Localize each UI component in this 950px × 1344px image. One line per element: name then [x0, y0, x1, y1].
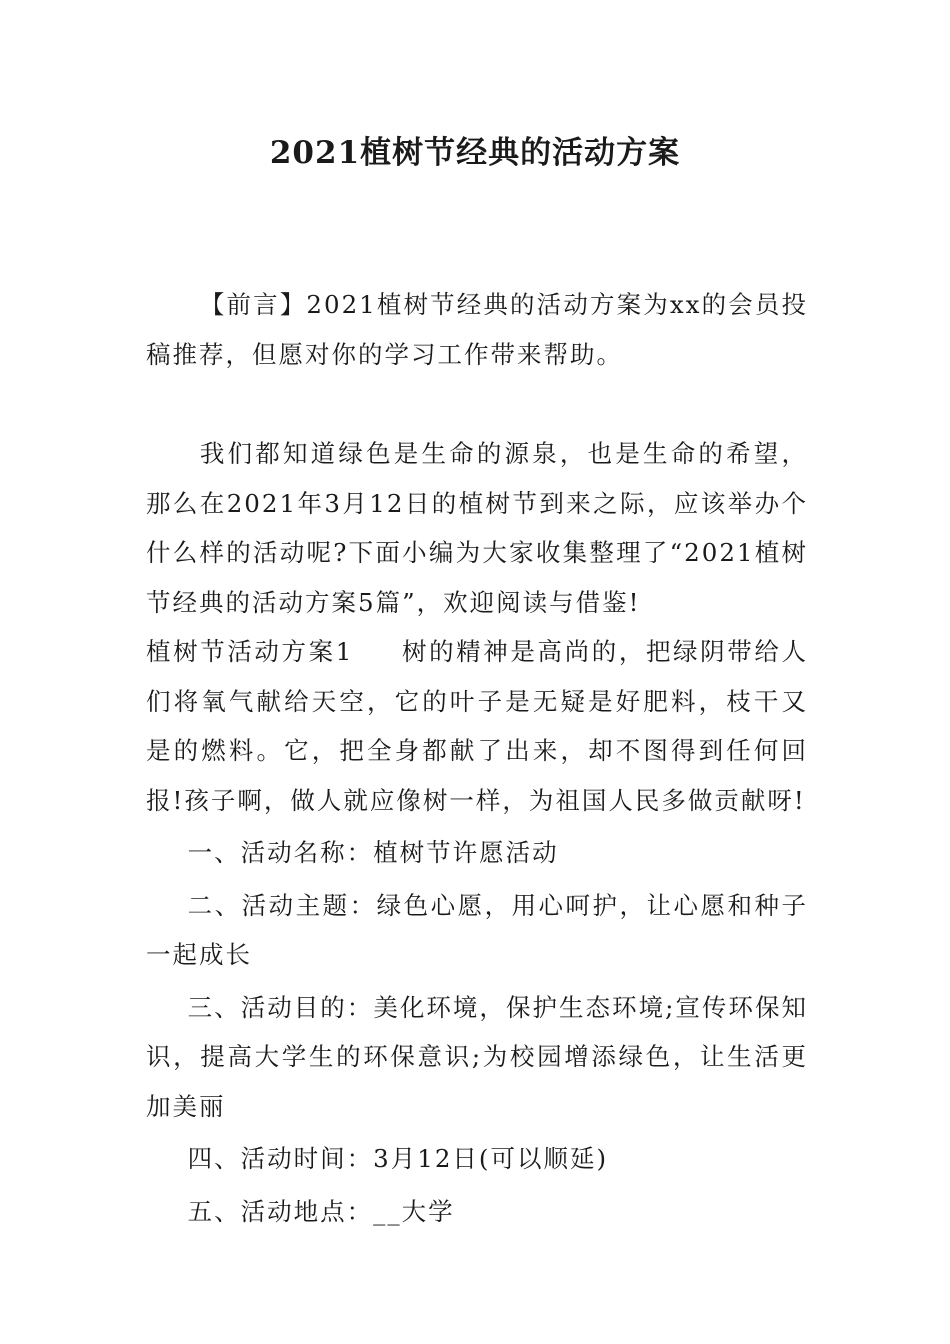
plan-text: 树的精神是高尚的，把绿阴带给人们将氧气献给天空，它的叶子是无疑是好肥料，枝干又是的燃料。它，把全身都献了出来，却不图得到任何回报!孩子啊，做人就应像树一样，为祖国人民多做贡献呀!	[146, 637, 808, 815]
activity-theme-item: 二、活动主题：绿色心愿，用心呵护，让心愿和种子一起成长	[146, 890, 808, 969]
activity-time-item: 四、活动时间：3月12日(可以顺延)	[187, 1144, 609, 1173]
activity-name-item: 一、活动名称：植树节许愿活动	[187, 838, 559, 867]
plan-heading: 植树节活动方案1	[146, 637, 354, 666]
document-body	[146, 280, 808, 1236]
activity-purpose-item: 三、活动目的：美化环境，保护生态环境;宣传环保知识，提高大学生的环保意识;为校园增添绿色，让生活更加美丽	[146, 992, 808, 1121]
preface-paragraph: 【前言】2021植树节经典的活动方案为xx的会员投稿推荐，但愿对你的学习工作带来帮助。	[146, 290, 808, 369]
plan-paragraph	[146, 627, 808, 825]
intro-paragraph: 我们都知道绿色是生命的源泉，也是生命的希望，那么在2021年3月12日的植树节到来之际，应该举办个什么样的活动呢?下面小编为大家收集整理了“2021植树节经典的活动方案5篇”，欢迎阅读与借鉴!	[146, 439, 808, 617]
document-title: 2021植树节经典的活动方案	[269, 135, 681, 171]
activity-location-item: 五、活动地点：__大学	[187, 1196, 455, 1226]
